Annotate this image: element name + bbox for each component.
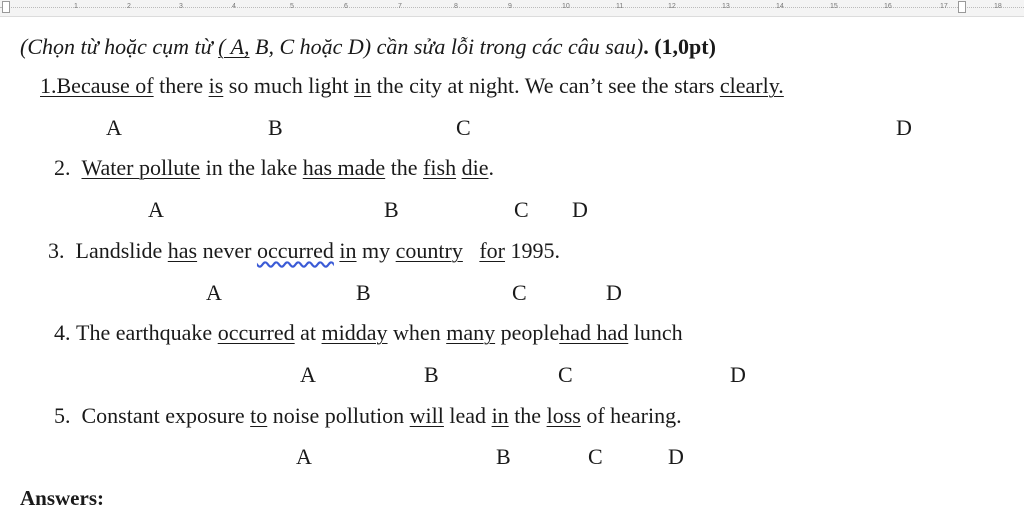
ruler-number: 13 [722,3,730,10]
option-letter-b: B [496,444,511,469]
underlined-option-a: to [250,403,268,428]
instruction-points: . (1,0pt) [643,34,716,59]
option-letter-a: A [206,280,222,305]
ruler-right-indent-marker[interactable] [958,1,966,13]
underlined-option-c: country [395,238,463,263]
sentence-text: of hearing. [580,403,682,428]
instruction-text: B, C hoặc D) cần sửa lỗi trong các câu sau) [249,34,644,59]
underlined-option-d: clearly. [719,73,784,98]
question-3 [48,238,560,264]
sentence-text: my [356,238,396,263]
option-letter-d: D [730,362,746,387]
option-letter-c: C [558,362,573,387]
sentence-text: at [294,320,322,345]
sentence-text: the [385,155,424,180]
sentence-text: lead [443,403,492,428]
sentence-text: Landslide [75,238,168,263]
option-letter-d: D [896,115,912,140]
option-letter-c: C [512,280,527,305]
ruler-number: 15 [830,3,838,10]
sentence-text: so much light [223,73,355,98]
question-4 [54,320,683,346]
option-letter-b: B [424,362,439,387]
option-letter-a: A [148,197,164,222]
option-letter-a: A [296,444,312,469]
ruler-number: 17 [940,3,948,10]
underlined-option-b: has made [302,155,386,180]
underlined-option-d: had had [559,320,629,345]
option-letter-b: B [384,197,399,222]
answers-label: Answers: [20,486,104,510]
sentence-text: never [197,238,257,263]
underlined-option-a: 1.Because of [40,73,154,98]
sentence-text: the city at night. We can’t see the stars [371,73,720,98]
option-letter-d: D [606,280,622,305]
instruction [20,34,716,60]
sentence-text: in the lake [200,155,303,180]
question-number: 4. [54,320,71,345]
underlined-option-a: Water pollute [81,155,201,180]
question-2 [54,155,494,181]
underlined-option-d: for [479,238,506,263]
question-1 [40,73,784,99]
sentence-text: noise pollution [267,403,410,428]
underlined-option-d: loss [546,403,581,428]
ruler-number: 2 [127,3,131,10]
ruler-number: 4 [232,3,236,10]
question-number: 2. [54,155,71,180]
sentence-text: people [495,320,560,345]
underlined-option-d: die [461,155,489,180]
question-5 [54,403,682,429]
sentence-text: . [488,155,494,180]
ruler-number: 11 [616,3,624,10]
sentence-text: when [387,320,447,345]
underlined-option-b: will [409,403,444,428]
sentence-text: 1995. [505,238,561,263]
option-letter-b: B [268,115,283,140]
sentence-text: there [153,73,209,98]
instruction-text: ( A, [218,34,250,59]
underlined-option-a: has [167,238,198,263]
option-letter-b: B [356,280,371,305]
underlined-option-b: is [208,73,224,98]
underlined-option-c: fish [423,155,457,180]
option-letter-c: C [456,115,471,140]
ruler-number: 9 [508,3,512,10]
underlined-option-c: in [354,73,372,98]
option-letter-d: D [668,444,684,469]
underlined-option-b-cont: in [339,238,357,263]
sentence-text [463,238,480,263]
ruler-number: 6 [344,3,348,10]
ruler-number: 14 [776,3,784,10]
sentence-text: lunch [628,320,683,345]
ruler-number: 10 [562,3,570,10]
option-letter-c: C [588,444,603,469]
underlined-option-b: midday [321,320,388,345]
ruler[interactable] [0,0,1024,17]
option-letter-a: A [300,362,316,387]
sentence-text: Constant exposure [81,403,251,428]
ruler-number: 3 [179,3,183,10]
underlined-option-c: in [491,403,509,428]
sentence-text: the [508,403,547,428]
ruler-number: 8 [454,3,458,10]
underlined-option-b: occurred [256,238,334,263]
option-letter-d: D [572,197,588,222]
ruler-number: 7 [398,3,402,10]
ruler-indent-marker[interactable] [2,1,10,13]
underlined-option-c: many [446,320,496,345]
ruler-number: 1 [74,3,78,10]
question-number: 5. [54,403,71,428]
question-number: 3. [48,238,65,263]
ruler-number: 16 [884,3,892,10]
ruler-number: 5 [290,3,294,10]
underlined-option-a: occurred [217,320,295,345]
option-letter-a: A [106,115,122,140]
option-letter-c: C [514,197,529,222]
instruction-text: (Chọn từ hoặc cụm từ [20,34,219,59]
ruler-number: 18 [994,3,1002,10]
ruler-number: 12 [668,3,676,10]
ruler-guide [0,7,1024,8]
sentence-text: The earthquake [76,320,218,345]
